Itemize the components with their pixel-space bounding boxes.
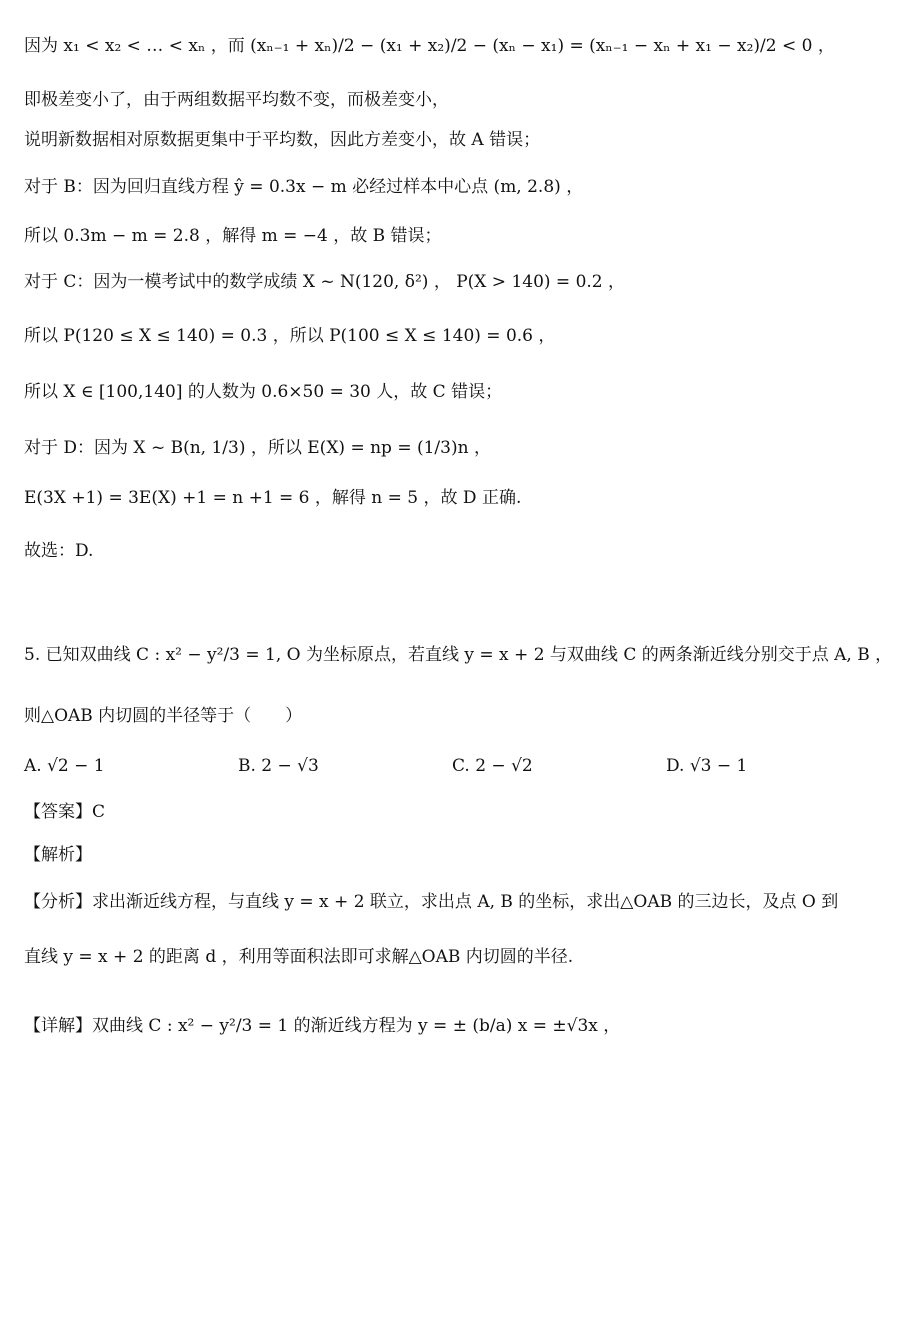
- analysis-label: 【解析】: [24, 845, 92, 865]
- line-10: E(3X +1) = 3E(X) +1 = n +1 = 6 ，解得 n = 5 ，故 D 正确.: [24, 488, 522, 508]
- line-3: 说明新数据相对原数据更集中于平均数，因此方差变小，故 A 错误；: [24, 130, 541, 150]
- question-5-stem-cont: 则△OAB 内切圆的半径等于（ ）: [24, 706, 303, 726]
- line-2: 即极差变小了，由于两组数据平均数不变，而极差变小，: [24, 90, 449, 110]
- option-c: C. 2 − √2: [452, 756, 533, 776]
- line-7: 所以 P(120 ≤ X ≤ 140) = 0.3 ，所以 P(100 ≤ X ≤ 140) = 0.6 ，: [24, 326, 556, 346]
- option-a: A. √2 − 1: [24, 756, 105, 776]
- answer-label: 【答案】C: [24, 802, 106, 822]
- line-5: 所以 0.3m − m = 2.8 ，解得 m = −4 ，故 B 错误；: [24, 226, 442, 246]
- analysis-text-1: 【分析】求出渐近线方程，与直线 y = x + 2 联立，求出点 A, B 的坐标，求出△OAB 的三边长，及点 O 到: [24, 892, 839, 912]
- option-d: D. √3 − 1: [666, 756, 748, 776]
- line-6: 对于 C：因为一模考试中的数学成绩 X ~ N(120, δ²) ， P(X > 140) = 0.2 ，: [24, 272, 626, 292]
- detail-text: 【详解】双曲线 C : x² − y²/3 = 1 的渐近线方程为 y = ± (b/a) x = ±√3x ，: [24, 1016, 621, 1036]
- line-4: 对于 B：因为回归直线方程 ŷ = 0.3x − m 必经过样本中心点 (m, 2.8) ，: [24, 177, 584, 197]
- line-11: 故选：D.: [24, 541, 94, 561]
- line-8: 所以 X ∈ [100,140] 的人数为 0.6×50 = 30 人，故 C 错误；: [24, 382, 503, 402]
- line-1: 因为 x₁ < x₂ < … < xₙ ，而 (xₙ₋₁ + xₙ)/2 − (x₁ + x₂)/2 − (xₙ − x₁) = (xₙ₋₁ − xₙ + x₁ − x₂)/2 < 0 ，: [24, 36, 835, 56]
- option-b: B. 2 − √3: [238, 756, 319, 776]
- analysis-text-2: 直线 y = x + 2 的距离 d ，利用等面积法即可求解△OAB 内切圆的半径.: [24, 947, 574, 967]
- line-9: 对于 D：因为 X ~ B(n, 1/3) ，所以 E(X) = np = (1/3)n ，: [24, 438, 491, 458]
- question-5-stem: 5. 已知双曲线 C : x² − y²/3 = 1, O 为坐标原点，若直线 y = x + 2 与双曲线 C 的两条渐近线分别交于点 A, B ，: [24, 645, 893, 665]
